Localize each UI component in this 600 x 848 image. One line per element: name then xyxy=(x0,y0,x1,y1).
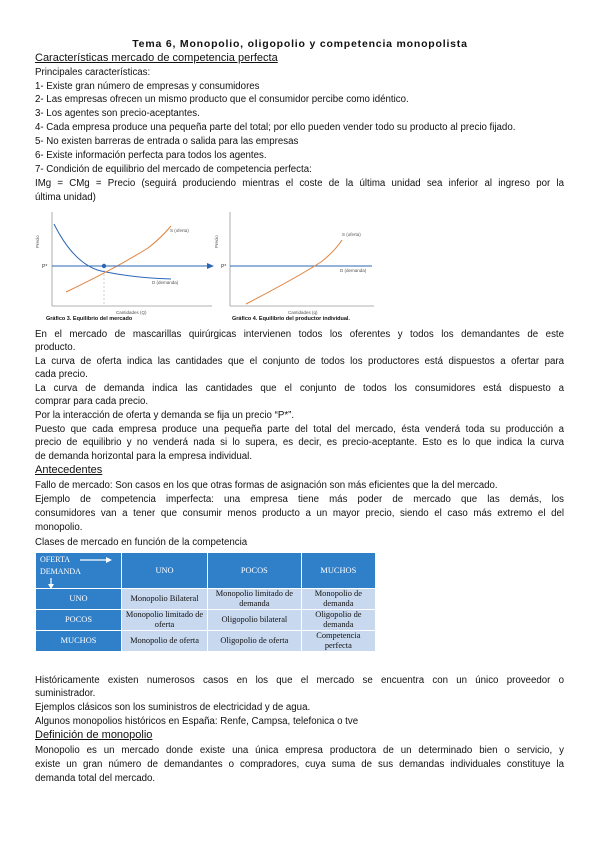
producer-equilibrium-svg xyxy=(216,208,376,326)
paragraph-line: Algunos monopolios históricos en España: Renfe, Campsa, telefonica o tve xyxy=(35,716,359,727)
table-cell: Competencia perfecta xyxy=(301,631,375,652)
paragraph-line: Monopolio es un mercado donde existe una única empresa productora de un determinado bien o servicio, y xyxy=(35,745,564,756)
paragraph-line: consumidores van a tener que consumir menos producto a un mayor precio, siendo el caso más extremo el del xyxy=(35,508,564,519)
paragraph-line: Por la interacción de oferta y demanda se fija un precio “P*”. xyxy=(35,410,295,421)
section-heading-competencia-perfecta: Características mercado de competencia perfecta xyxy=(35,52,278,64)
x-axis-label: Cantidades (Q) xyxy=(116,310,147,315)
list-item: 6- Existe información perfecta para todos los agentes. xyxy=(35,150,267,161)
demand-label: D (demanda) xyxy=(340,268,367,273)
table-cell: Monopolio de demanda xyxy=(301,589,375,610)
supply-label: S (oferta) xyxy=(170,228,189,233)
section-heading-definicion-monopolio: Definición de monopolio xyxy=(35,729,153,741)
paragraph-line: producto. xyxy=(35,342,76,353)
x-axis-label: Cantidades (q) xyxy=(288,310,318,315)
paragraph-line: Puesto que cada empresa produce una pequeña parte del total del mercado, ésta venderá toda su producción a xyxy=(35,424,564,435)
demand-curve xyxy=(54,224,171,279)
producer-equilibrium-graph xyxy=(216,208,376,326)
demand-label: D (demanda) xyxy=(152,280,179,285)
paragraph-line: cada precio. xyxy=(35,369,88,380)
list-item: 1- Existe gran número de empresas y consumidores xyxy=(35,81,260,92)
paragraph-line: La curva de oferta indica las cantidades que el conjunto de todos los productores está dispuestos a ofertar para xyxy=(35,356,564,367)
corner-label-oferta: OFERTA xyxy=(40,555,70,564)
list-item: 4- Cada empresa produce una pequeña parte del total; por ello pueden vender todo su producto al precio fijado. xyxy=(35,122,516,133)
market-equilibrium-graph xyxy=(36,208,214,326)
list-item: 5- No existen barreras de entrada o salida para las empresas xyxy=(35,136,299,147)
paragraph-line: Ejemplos clásicos son los suministros de electricidad y de agua. xyxy=(35,702,311,713)
paragraph-line: comprar para cada precio. xyxy=(35,396,149,407)
market-equilibrium-svg xyxy=(36,208,214,326)
graph-caption: Gráfico 4. Equilibrio del productor individual. xyxy=(232,316,350,322)
graph-caption: Gráfico 3. Equilibrio del mercado xyxy=(46,316,133,322)
pstar-label: P* xyxy=(42,264,48,270)
y-axis-label: Precio xyxy=(214,235,219,248)
supply-curve xyxy=(246,240,342,304)
page-title: Tema 6, Monopolio, oligopolio y competencia monopolista xyxy=(132,38,468,50)
row-header: MUCHOS xyxy=(36,631,122,652)
table-cell: Monopolio de oferta xyxy=(122,631,208,652)
table-cell: Monopolio limitado de demanda xyxy=(208,589,302,610)
y-axis-label: Precio xyxy=(35,235,40,248)
paragraph-line: En el mercado de mascarillas quirúrgicas intervienen todos los oferentes y todos los demandantes de este xyxy=(35,329,564,340)
paragraph-line: Históricamente existen numerosos casos en los que el mercado se encuentra con un único proveedor o xyxy=(35,675,564,686)
paragraph-line: de demanda horizontal para la empresa individual. xyxy=(35,451,253,462)
market-types-table xyxy=(35,552,376,652)
list-item: 2- Las empresas ofrecen un mismo producto que el consumidor percibe como idéntico. xyxy=(35,94,409,105)
row-header: POCOS xyxy=(36,610,122,631)
arrow-right-icon-head xyxy=(106,557,112,563)
arrow-right-icon xyxy=(207,263,214,269)
corner-arrows xyxy=(36,553,117,589)
corner-label-demanda: DEMANDA xyxy=(40,567,81,576)
table-cell: Monopolio Bilateral xyxy=(122,589,208,610)
table-cell: Oligopolio bilateral xyxy=(208,610,302,631)
list-item: 3- Los agentes son precio-aceptantes. xyxy=(35,108,200,119)
equilibrium-line: IMg = CMg = Precio (seguirá produciendo mientras el coste de la última unidad sea inferior al ingreso por la xyxy=(35,178,564,189)
table-cell: Oligopolio de oferta xyxy=(208,631,302,652)
row-header: UNO xyxy=(36,589,122,610)
arrow-down-icon-head xyxy=(48,584,54,589)
column-header: POCOS xyxy=(208,553,302,589)
equilibrium-point xyxy=(102,264,106,268)
paragraph-line: suministrador. xyxy=(35,688,96,699)
paragraph-line: monopolio. xyxy=(35,522,83,533)
pstar-label: P* xyxy=(221,264,227,270)
column-header: UNO xyxy=(122,553,208,589)
paragraph-line: existe un gran número de demandantes o compradores, cuya suma de sus demandas individuales constituye la xyxy=(35,759,564,770)
paragraph-line: La curva de demanda indica las cantidades que el conjunto de todos los consumidores está dispuesto a xyxy=(35,383,564,394)
column-header: MUCHOS xyxy=(301,553,375,589)
table-caption: Clases de mercado en función de la competencia xyxy=(35,537,248,548)
table-cell: Monopolio limitado de oferta xyxy=(122,610,208,631)
paragraph-line: precio de equilibrio y no venderá nada si lo supera, es decir, es precio-aceptante. Esto es lo que indica la curva xyxy=(35,437,564,448)
supply-label: S (oferta) xyxy=(342,232,361,237)
paragraph-line: Ejemplo de competencia imperfecta: una empresa tiene más poder de mercado que las demás, los xyxy=(35,494,564,505)
equilibrium-line: última unidad) xyxy=(35,192,96,203)
table-cell: Oligopolio de demanda xyxy=(301,610,375,631)
section-heading-antecedentes: Antecedentes xyxy=(35,464,103,476)
list-item: 7- Condición de equilibrio del mercado de competencia perfecta: xyxy=(35,164,312,175)
paragraph-line: demanda total del mercado. xyxy=(35,773,156,784)
table-corner xyxy=(36,553,122,589)
paragraph-line: Fallo de mercado: Son casos en los que otras formas de asignación son más eficientes que la del mercado. xyxy=(35,480,498,491)
intro-line: Principales características: xyxy=(35,67,151,78)
